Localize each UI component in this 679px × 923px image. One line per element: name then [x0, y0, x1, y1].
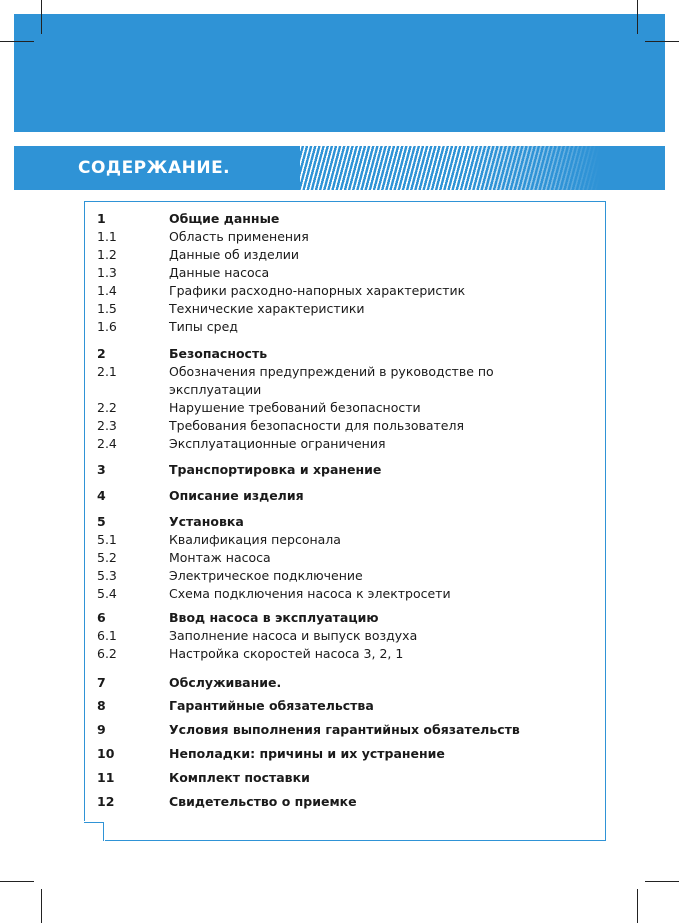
contents-header: [14, 146, 665, 190]
toc-section-number: 5: [97, 514, 106, 529]
toc-item-5.4: [97, 585, 529, 603]
toc-item-number: 1.4: [97, 283, 117, 298]
crop-mark: [637, 889, 638, 923]
toc-item-2.3: [97, 417, 529, 435]
toc-section-number: 1: [97, 211, 106, 226]
crop-mark: [645, 41, 679, 42]
toc-section-8: [97, 697, 529, 715]
toc-section-12: [97, 793, 529, 811]
toc-section-number: 6: [97, 610, 106, 625]
toc-section-6: [97, 609, 529, 627]
toc-section-10: [97, 745, 529, 763]
toc-section-5: [97, 513, 529, 531]
toc-item-number: 2.2: [97, 400, 117, 415]
toc-item-number: 5.3: [97, 568, 117, 583]
toc-section-title: Обслуживание.: [169, 675, 282, 690]
toc-section-7: [97, 674, 529, 692]
crop-mark: [637, 0, 638, 34]
toc-section-number: 11: [97, 770, 115, 785]
toc-section-title: Неполадки: причины и их устранение: [169, 746, 445, 761]
toc-item-title: Электрическое подключение: [169, 568, 363, 583]
crop-mark: [41, 889, 42, 923]
toc-item-1.3: [97, 264, 529, 282]
toc-item-1.2: [97, 246, 529, 264]
toc-item-title: Требования безопасности для пользователя: [169, 418, 465, 433]
page-title: СОДЕРЖАНИЕ.: [78, 158, 231, 178]
toc-section-title: Безопасность: [169, 346, 268, 361]
toc-item-title: Квалификация персонала: [169, 532, 341, 547]
toc-item-number: 6.1: [97, 628, 117, 643]
toc-item-title: Типы сред: [169, 319, 238, 334]
toc-item-1.4: [97, 282, 529, 300]
toc-item-title: Схема подключения насоса к электросети: [169, 586, 451, 601]
toc-item-number: 1.5: [97, 301, 117, 316]
toc-section-title: Свидетельство о приемке: [169, 794, 357, 809]
toc-item-number: 5.2: [97, 550, 117, 565]
toc-item-5.3: [97, 567, 529, 585]
toc-item-6.2: [97, 645, 529, 663]
toc-section-title: Описание изделия: [169, 488, 304, 503]
toc-item-title: Нарушение требований безопасности: [169, 400, 421, 415]
toc-section-title: Ввод насоса в эксплуатацию: [169, 610, 379, 625]
toc-item-title: Данные насоса: [169, 265, 270, 280]
toc-frame-tab: [84, 822, 104, 841]
toc-section-title: Транспортировка и хранение: [169, 462, 382, 477]
toc-section-number: 8: [97, 698, 106, 713]
toc-section-number: 12: [97, 794, 115, 809]
toc-item-number: 1.3: [97, 265, 117, 280]
toc-section-title: Комплект поставки: [169, 770, 310, 785]
toc-section-11: [97, 769, 529, 787]
crop-mark: [0, 41, 34, 42]
toc-item-title: Настройка скоростей насоса 3, 2, 1: [169, 646, 404, 661]
toc-item-2.4: [97, 435, 529, 453]
toc-item-5.2: [97, 549, 529, 567]
toc-frame: [84, 201, 606, 841]
toc-item-title: Область применения: [169, 229, 309, 244]
toc-item-number: 2.3: [97, 418, 117, 433]
toc-item-title: Эксплуатационные ограничения: [169, 436, 386, 451]
toc-item-number: 2.1: [97, 364, 117, 379]
toc-item-1.1: [97, 228, 529, 246]
toc-item-2.1: [97, 363, 529, 399]
toc-item-2.2: [97, 399, 529, 417]
toc-section-number: 9: [97, 722, 106, 737]
toc-section-number: 2: [97, 346, 106, 361]
toc-section-title: Установка: [169, 514, 244, 529]
toc-item-1.6: [97, 318, 529, 336]
toc-item-number: 6.2: [97, 646, 117, 661]
toc-item-title: Графики расходно-напорных характеристик: [169, 283, 466, 298]
toc-item-number: 1.1: [97, 229, 117, 244]
toc-item-title: Заполнение насоса и выпуск воздуха: [169, 628, 418, 643]
decorative-stripes: [300, 146, 600, 190]
toc-section-title: Гарантийные обязательства: [169, 698, 374, 713]
crop-mark: [645, 881, 679, 882]
toc-item-title: Данные об изделии: [169, 247, 299, 262]
toc-item-1.5: [97, 300, 529, 318]
crop-mark: [41, 0, 42, 34]
toc-item-number: 1.2: [97, 247, 117, 262]
toc-item-title: Монтаж насоса: [169, 550, 271, 565]
toc-item-number: 1.6: [97, 319, 117, 334]
toc-item-6.1: [97, 627, 529, 645]
toc-section-3: [97, 461, 529, 479]
toc-section-number: 4: [97, 488, 106, 503]
toc-section-number: 7: [97, 675, 106, 690]
toc-section-title: Общие данные: [169, 211, 280, 226]
crop-mark: [0, 881, 34, 882]
toc-item-5.1: [97, 531, 529, 549]
toc-item-title: Обозначения предупреждений в руководстве по эксплуатации: [169, 364, 494, 397]
toc-item-number: 5.1: [97, 532, 117, 547]
toc-section-9: [97, 721, 529, 739]
toc-section-2: [97, 345, 529, 363]
toc-section-4: [97, 487, 529, 505]
toc-section-title: Условия выполнения гарантийных обязательств: [169, 722, 520, 737]
toc-item-title: Технические характеристики: [169, 301, 365, 316]
toc-item-number: 2.4: [97, 436, 117, 451]
toc-section-number: 10: [97, 746, 115, 761]
toc-section-number: 3: [97, 462, 106, 477]
toc-section-1: [97, 210, 529, 228]
top-banner: [14, 14, 665, 132]
toc-item-number: 5.4: [97, 586, 117, 601]
